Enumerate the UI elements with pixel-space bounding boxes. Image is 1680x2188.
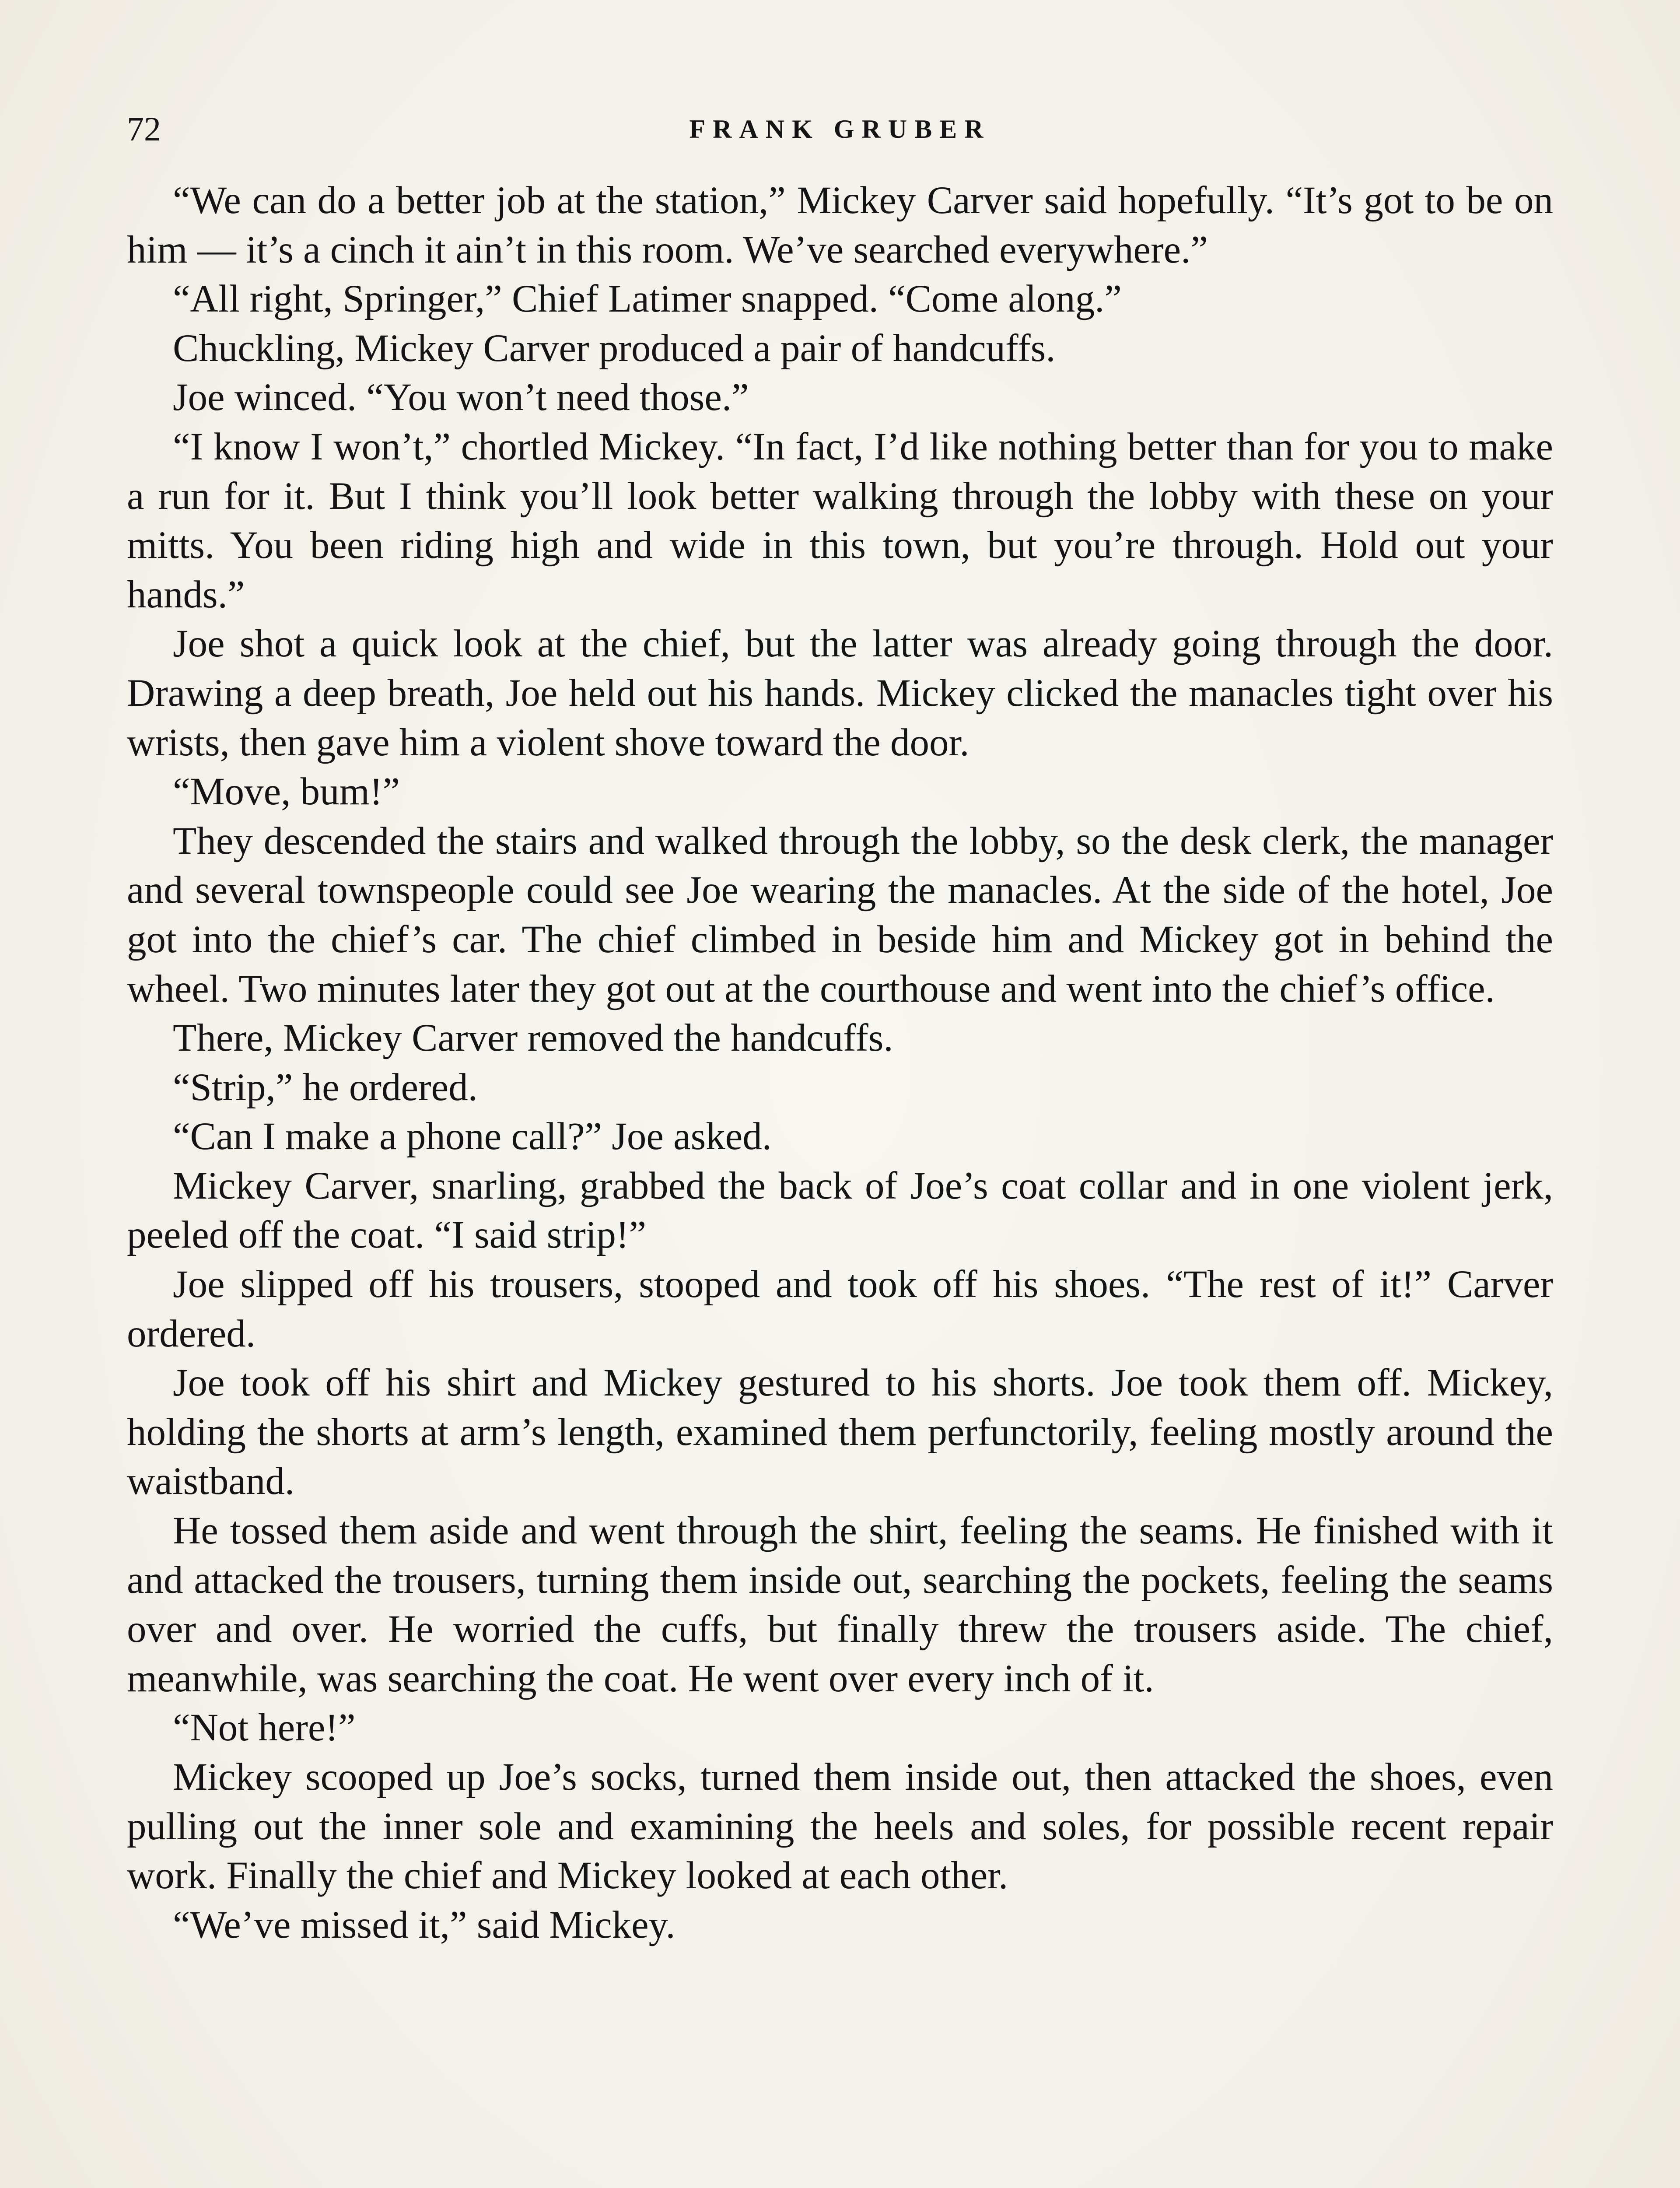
paragraph: Joe winced. “You won’t need those.” bbox=[173, 376, 749, 419]
paragraph: “Not here!” bbox=[173, 1706, 356, 1750]
paragraph: Mickey Carver, snarling, grabbed the back of Joe’s coat collar and in one violent jerk, peeled off the coat. “I said strip!” bbox=[127, 1164, 1553, 1257]
paragraph: “I know I won’t,” chortled Mickey. “In fact, I’d like nothing better than for you to make a run for it. But I think you’ll look better walking through the lobby with these on your mitts. You been riding high and wide in this town, but you’re through. Hold out your hands.” bbox=[127, 425, 1553, 616]
paragraph: Mickey scooped up Joe’s socks, turned them inside out, then attacked the shoes, even pulling out the inner sole and examining the heels and soles, for possible recent repair work. Finally the chief and Mickey looked at each other. bbox=[127, 1756, 1553, 1897]
paragraph: Joe slipped off his trousers, stooped and took off his shoes. “The rest of it!” Carver ordered. bbox=[127, 1263, 1553, 1355]
running-head bbox=[127, 103, 1553, 155]
paragraph: They descended the stairs and walked through the lobby, so the desk clerk, the manager and several townspeople could see Joe wearing the manacles. At the side of the hotel, Joe got into the chief’s car. The chief climbed in beside him and Mickey got in behind the wheel. Two minutes later they got out at the courthouse and went into the chief’s office. bbox=[127, 819, 1553, 1010]
page-number: 72 bbox=[127, 110, 161, 148]
paragraph: “All right, Springer,” Chief Latimer snapped. “Come along.” bbox=[173, 277, 1122, 321]
paragraph: Chuckling, Mickey Carver produced a pair of handcuffs. bbox=[173, 326, 1056, 370]
paragraph: “Can I make a phone call?” Joe asked. bbox=[173, 1115, 772, 1158]
running-title: FRANK GRUBER bbox=[689, 115, 991, 144]
body-text bbox=[127, 176, 1553, 1950]
paragraph: Joe took off his shirt and Mickey gestured to his shorts. Joe took them off. Mickey, holding the shorts at arm’s length, examined them perfunctorily, feeling mostly around the waistband. bbox=[127, 1361, 1553, 1503]
paragraph: “We’ve missed it,” said Mickey. bbox=[173, 1903, 676, 1946]
paragraph: “Move, bum!” bbox=[173, 770, 400, 813]
paragraph: There, Mickey Carver removed the handcuffs. bbox=[173, 1017, 893, 1060]
paragraph: “We can do a better job at the station,” Mickey Carver said hopefully. “It’s got to be on him — it’s a cinch it ain’t in this room. We’ve searched everywhere.” bbox=[127, 179, 1553, 271]
paragraph: Joe shot a quick look at the chief, but the latter was already going through the door. Drawing a deep breath, Joe held out his hands. Mickey clicked the manacles tight over his wrists, then gave him a violent shove toward the door. bbox=[127, 622, 1553, 764]
paragraph: He tossed them aside and went through the shirt, feeling the seams. He finished with it and attacked the trousers, turning them inside out, searching the pockets, feeling the seams over and over. He worried the cuffs, but finally threw the trousers aside. The chief, meanwhile, was searching the coat. He went over every inch of it. bbox=[127, 1509, 1553, 1700]
paragraph: “Strip,” he ordered. bbox=[173, 1066, 478, 1109]
